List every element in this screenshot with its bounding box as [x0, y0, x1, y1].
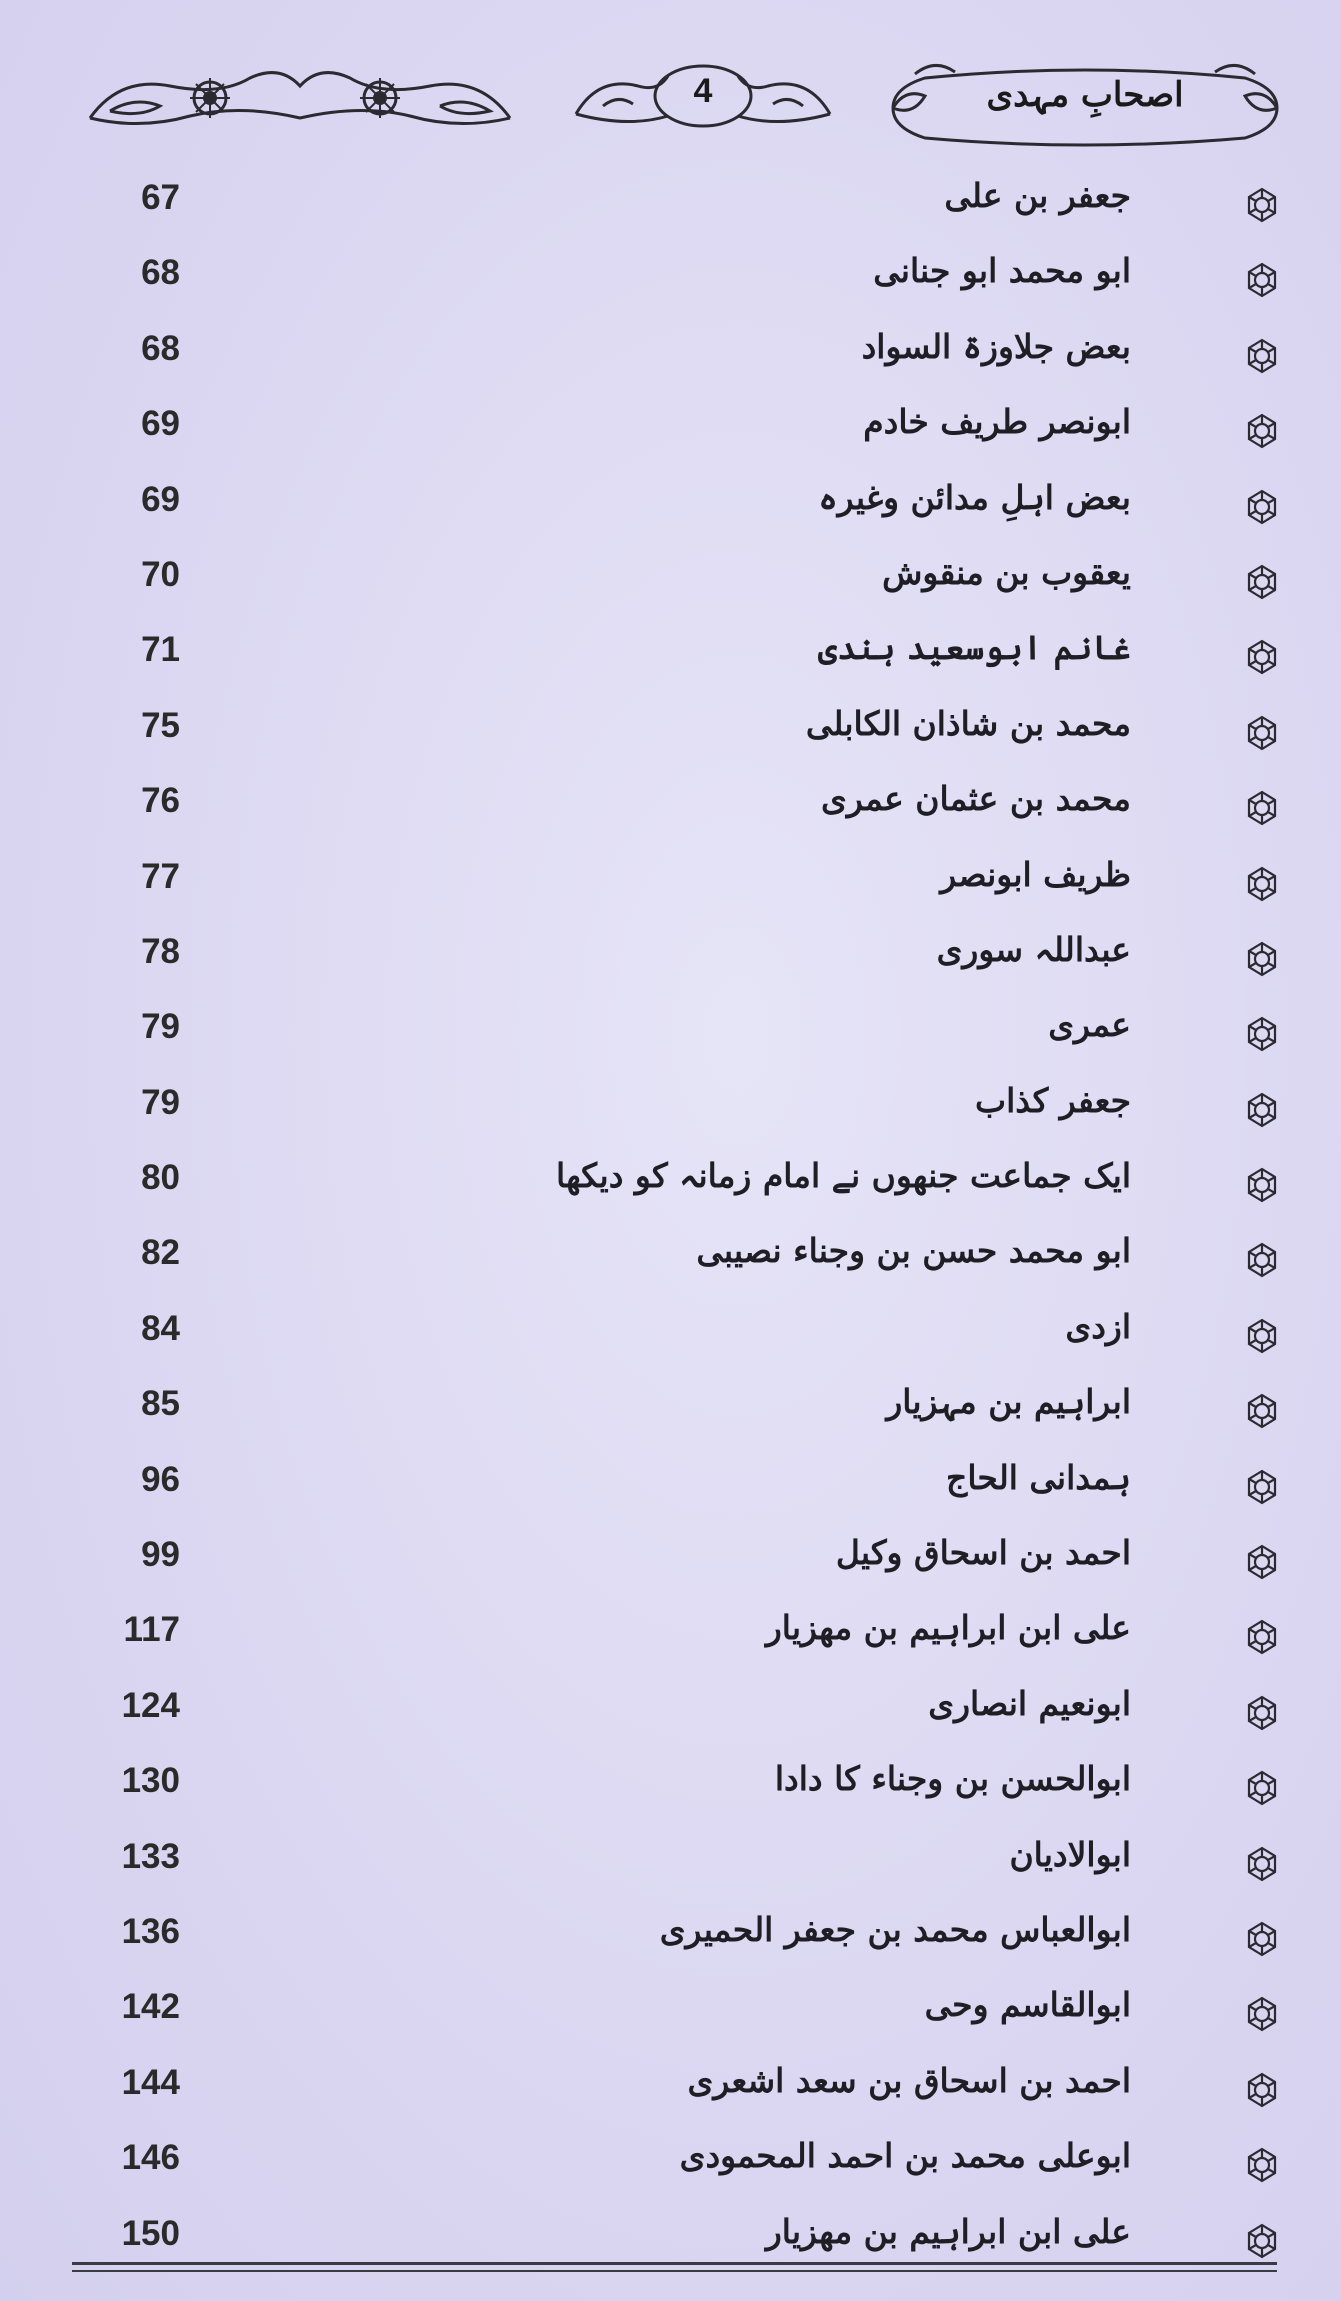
toc-entry[interactable]: [0, 319, 1341, 394]
toc-entry[interactable]: [0, 168, 1341, 243]
toc-entry-title: ابوالحسن بن وجناء کا دادا: [774, 1759, 1131, 1799]
toc-entry-page: 70: [141, 554, 180, 594]
toc-entry-page: 79: [141, 1007, 180, 1047]
toc-entry-page: 117: [123, 1610, 180, 1650]
toc-entry[interactable]: [0, 1902, 1341, 1977]
toc-entry-page: 99: [141, 1535, 180, 1575]
toc-entry-page: 67: [141, 178, 180, 217]
hexagon-bullet-icon: [1243, 186, 1281, 224]
hexagon-bullet-icon: [1243, 1543, 1281, 1581]
toc-entry[interactable]: [0, 1977, 1341, 2052]
hexagon-bullet-icon: [1243, 1166, 1281, 1204]
footer-rule-bottom: [72, 2270, 1277, 2272]
hexagon-bullet-icon: [1243, 1995, 1281, 2033]
toc-entry-title: ابو محمد ابو جنانی: [873, 251, 1131, 291]
hexagon-bullet-icon: [1243, 563, 1281, 601]
toc-entry-page: 85: [141, 1384, 180, 1424]
toc-entry[interactable]: [0, 243, 1341, 318]
toc-entry-page: 150: [121, 2213, 180, 2253]
toc-entry-title: محمد بن عثمان عمری: [821, 779, 1131, 819]
toc-entry[interactable]: [0, 997, 1341, 1072]
hexagon-bullet-icon: [1243, 488, 1281, 526]
toc-entry-page: 146: [121, 2138, 180, 2178]
toc-entry[interactable]: [0, 470, 1341, 545]
toc-entry-page: 69: [141, 479, 180, 519]
hexagon-bullet-icon: [1243, 337, 1281, 375]
toc-entry-title: علی ابن ابراہیم بن مھزیار: [765, 1608, 1131, 1648]
hexagon-bullet-icon: [1243, 1392, 1281, 1430]
toc-entry-title: ابراہیم بن مہزیار: [886, 1382, 1131, 1422]
toc-entry[interactable]: [0, 1374, 1341, 1449]
toc-entry-page: 68: [141, 253, 180, 293]
toc-entry-page: 68: [141, 328, 180, 368]
toc-entry[interactable]: [0, 1751, 1341, 1826]
toc-entry-page: 77: [141, 856, 180, 896]
toc-entry[interactable]: [0, 1073, 1341, 1148]
toc-entry-page: 71: [141, 630, 180, 670]
hexagon-bullet-icon: [1243, 261, 1281, 299]
hexagon-bullet-icon: [1243, 1317, 1281, 1355]
toc-entry-title: ہمدانی الحاج: [946, 1457, 1131, 1497]
toc-entry-page: 133: [121, 1836, 180, 1876]
hexagon-bullet-icon: [1243, 1015, 1281, 1053]
toc-entry[interactable]: [0, 1299, 1341, 1374]
toc-entry-page: 96: [141, 1459, 180, 1499]
toc-entry[interactable]: [0, 696, 1341, 771]
toc-entry[interactable]: [0, 847, 1341, 922]
toc-entry-page: 78: [141, 931, 180, 971]
toc-entry[interactable]: [0, 1827, 1341, 1902]
hexagon-bullet-icon: [1243, 789, 1281, 827]
toc-entry-title: ابونعیم انصاری: [928, 1683, 1131, 1723]
table-of-contents: [0, 168, 1341, 2279]
toc-entry-page: 84: [141, 1308, 180, 1348]
toc-entry-title: احمد بن اسحاق بن سعد اشعری: [687, 2060, 1131, 2100]
toc-entry-title: ابوالقاسم وحی: [924, 1985, 1131, 2025]
toc-entry[interactable]: [0, 394, 1341, 469]
hexagon-bullet-icon: [1243, 1241, 1281, 1279]
toc-entry-title: ظریف ابونصر: [940, 854, 1131, 894]
toc-entry-title: عمری: [1048, 1005, 1131, 1045]
hexagon-bullet-icon: [1243, 2222, 1281, 2260]
toc-entry-page: 130: [121, 1761, 180, 1801]
toc-entry-title: ابوعلی محمد بن احمد المحمودی: [679, 2136, 1131, 2176]
hexagon-bullet-icon: [1243, 714, 1281, 752]
toc-entry[interactable]: [0, 620, 1341, 695]
hexagon-bullet-icon: [1243, 412, 1281, 450]
toc-entry-title: بعض اہلِ مدائن وغیرہ: [818, 477, 1131, 517]
toc-entry-page: 142: [121, 1987, 180, 2027]
toc-entry[interactable]: [0, 545, 1341, 620]
toc-entry-title: جعفر بن علی: [944, 176, 1131, 215]
hexagon-bullet-icon: [1243, 638, 1281, 676]
hexagon-bullet-icon: [1243, 1769, 1281, 1807]
hexagon-bullet-icon: [1243, 1845, 1281, 1883]
floral-ornament-left: [80, 56, 520, 140]
toc-entry-title: عبداللہ سوری: [936, 929, 1131, 969]
toc-entry[interactable]: [0, 1450, 1341, 1525]
toc-entry[interactable]: [0, 2128, 1341, 2203]
toc-entry-title: ابوالادیان: [1009, 1834, 1131, 1874]
toc-entry-title: جعفر کذاب: [975, 1080, 1131, 1120]
toc-entry-title: ابو محمد حسن بن وجناء نصیبی: [696, 1231, 1131, 1271]
toc-entry-title: غانم ابوسعید ہندی: [817, 628, 1131, 668]
toc-entry-page: 79: [141, 1082, 180, 1122]
toc-entry-page: 75: [141, 705, 180, 745]
toc-entry-title: بعض جلاوزۃ السواد: [861, 326, 1131, 366]
toc-entry-title: محمد بن شاذان الکابلی: [805, 703, 1131, 743]
toc-entry-page: 80: [141, 1158, 180, 1198]
toc-entry-title: ابونصر طریف خادم: [863, 402, 1131, 442]
hexagon-bullet-icon: [1243, 2071, 1281, 2109]
toc-entry[interactable]: [0, 1148, 1341, 1223]
toc-entry-title: ابوالعباس محمد بن جعفر الحمیری: [659, 1909, 1131, 1949]
toc-entry[interactable]: [0, 1676, 1341, 1751]
toc-entry-page: 144: [121, 2062, 180, 2102]
hexagon-bullet-icon: [1243, 1920, 1281, 1958]
hexagon-bullet-icon: [1243, 2146, 1281, 2184]
toc-entry[interactable]: [0, 771, 1341, 846]
toc-entry-page: 124: [121, 1685, 180, 1725]
hexagon-bullet-icon: [1243, 865, 1281, 903]
hexagon-bullet-icon: [1243, 1468, 1281, 1506]
toc-entry-title: ازدی: [1065, 1306, 1131, 1346]
toc-entry-page: 82: [141, 1233, 180, 1273]
toc-entry-title: ایک جماعت جنھوں نے امام زمانہ کو دیکھا: [556, 1156, 1131, 1196]
toc-entry-title: یعقوب بن منقوش: [882, 552, 1131, 592]
toc-entry[interactable]: [0, 1525, 1341, 1600]
page-number: 4: [693, 72, 713, 110]
toc-entry[interactable]: [0, 1600, 1341, 1675]
book-title: اصحابِ مہدی: [986, 75, 1184, 115]
hexagon-bullet-icon: [1243, 940, 1281, 978]
toc-entry-title: علی ابن ابراہیم بن مھزیار: [765, 2211, 1131, 2251]
hexagon-bullet-icon: [1243, 1618, 1281, 1656]
page-header: [80, 52, 1285, 162]
hexagon-bullet-icon: [1243, 1694, 1281, 1732]
toc-entry-page: 136: [121, 1911, 180, 1951]
toc-entry-title: احمد بن اسحاق وکیل: [835, 1533, 1131, 1573]
toc-entry[interactable]: [0, 2204, 1341, 2279]
toc-entry-page: 76: [141, 781, 180, 821]
toc-entry[interactable]: [0, 2053, 1341, 2128]
toc-entry[interactable]: [0, 922, 1341, 997]
toc-entry-page: 69: [141, 404, 180, 444]
footer-rule-top: [72, 2262, 1277, 2265]
toc-entry[interactable]: [0, 1223, 1341, 1298]
hexagon-bullet-icon: [1243, 1091, 1281, 1129]
